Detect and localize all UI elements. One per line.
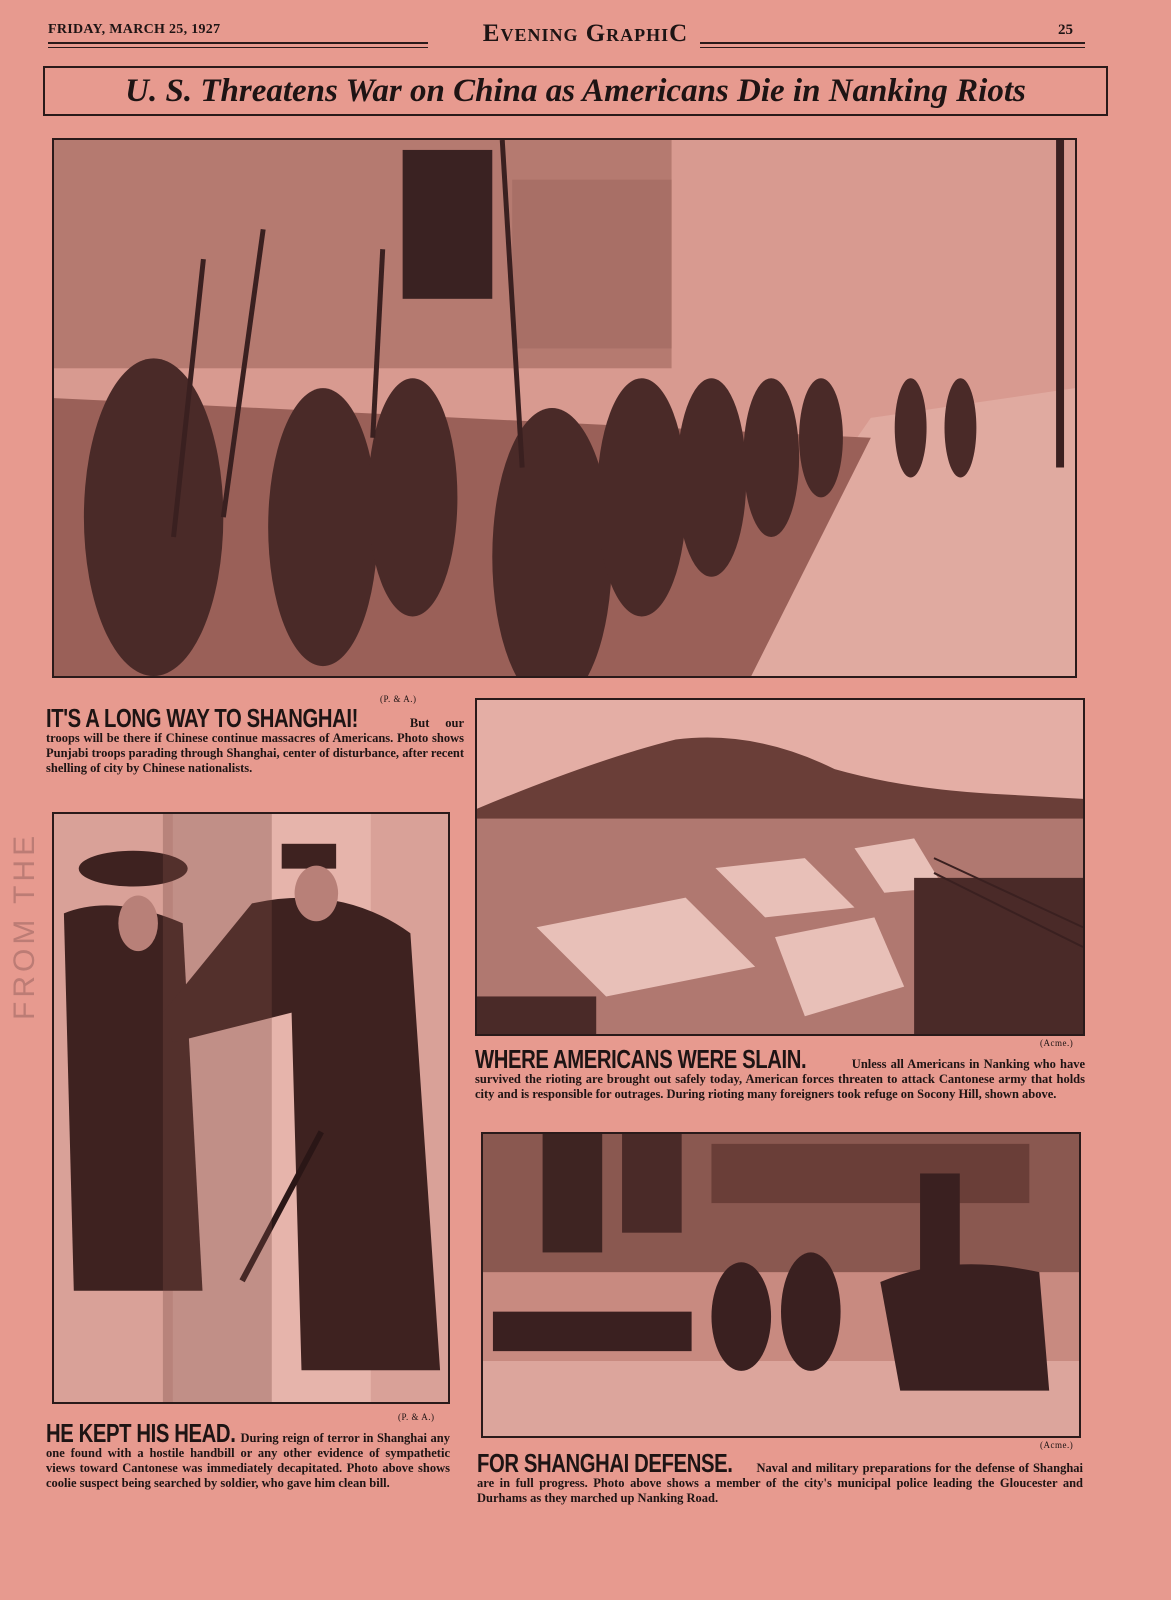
photo-nanking-hill bbox=[475, 698, 1085, 1036]
credit-story-2: (Acme.) bbox=[1040, 1038, 1074, 1048]
caption-body-2: Unless all Americans in Nanking who have survived the rioting are brought out safely today, American forces threaten to attack Cantonese army that holds city and is responsible for outrages. During rioting many foreigners took refuge on Socony Hill, shown above. bbox=[475, 1057, 1085, 1101]
masthead-rule-right-thin bbox=[700, 47, 1085, 48]
parade-illustration bbox=[483, 1134, 1079, 1436]
caption-body-3: During reign of terror in Shanghai any one found with a hostile handbill or any other evidence of sympathetic views toward Cantonese was immediately decapitated. Photo above shows coolie suspect being searched by soldier, who gave him clean bill. bbox=[46, 1431, 450, 1490]
masthead-title: Evening GraphiC bbox=[482, 20, 689, 47]
main-headline: U. S. Threatens War on China as Americans Die in Nanking Riots bbox=[43, 66, 1108, 116]
caption-head-2: WHERE AMERICANS WERE SLAIN. bbox=[475, 1044, 807, 1074]
masthead-rule-right bbox=[700, 42, 1085, 44]
caption-story-4 bbox=[477, 1450, 1083, 1506]
caption-head-3: HE KEPT HIS HEAD. bbox=[46, 1418, 236, 1448]
caption-body-1: But our troops will be there if Chinese continue massacres of Americans. Photo shows Punjabi troops parading through Shanghai, center of disturbance, after recent shelling of city by Chinese nationalists. bbox=[46, 716, 464, 775]
troops-illustration bbox=[54, 140, 1075, 676]
masthead-date: FRIDAY, MARCH 25, 1927 bbox=[48, 22, 221, 37]
photo-shanghai-parade bbox=[481, 1132, 1081, 1438]
credit-story-1: (P. & A.) bbox=[380, 694, 417, 704]
caption-story-1 bbox=[46, 705, 464, 776]
masthead-rule-left bbox=[48, 42, 428, 44]
caption-head-4: FOR SHANGHAI DEFENSE. bbox=[477, 1448, 733, 1478]
credit-story-3: (P. & A.) bbox=[398, 1412, 435, 1422]
search-illustration bbox=[54, 814, 448, 1402]
masthead-rule-left-thin bbox=[48, 47, 428, 48]
caption-body-4: Naval and military preparations for the defense of Shanghai are in full progress. Photo above shows a member of the city's municipal police leading the Gloucester and Durhams as they marched up Nanking Road. bbox=[477, 1461, 1084, 1505]
caption-story-3 bbox=[46, 1420, 450, 1491]
nanking-illustration bbox=[477, 700, 1083, 1034]
photo-punjabi-troops bbox=[52, 138, 1077, 678]
archive-watermark: FROM THE bbox=[8, 831, 41, 1020]
credit-story-4: (Acme.) bbox=[1040, 1440, 1074, 1450]
page-number: 25 bbox=[1058, 22, 1073, 38]
caption-head-1: IT'S A LONG WAY TO SHANGHAI! bbox=[46, 703, 359, 733]
photo-suspect-searched bbox=[52, 812, 450, 1404]
caption-story-2 bbox=[475, 1046, 1085, 1102]
